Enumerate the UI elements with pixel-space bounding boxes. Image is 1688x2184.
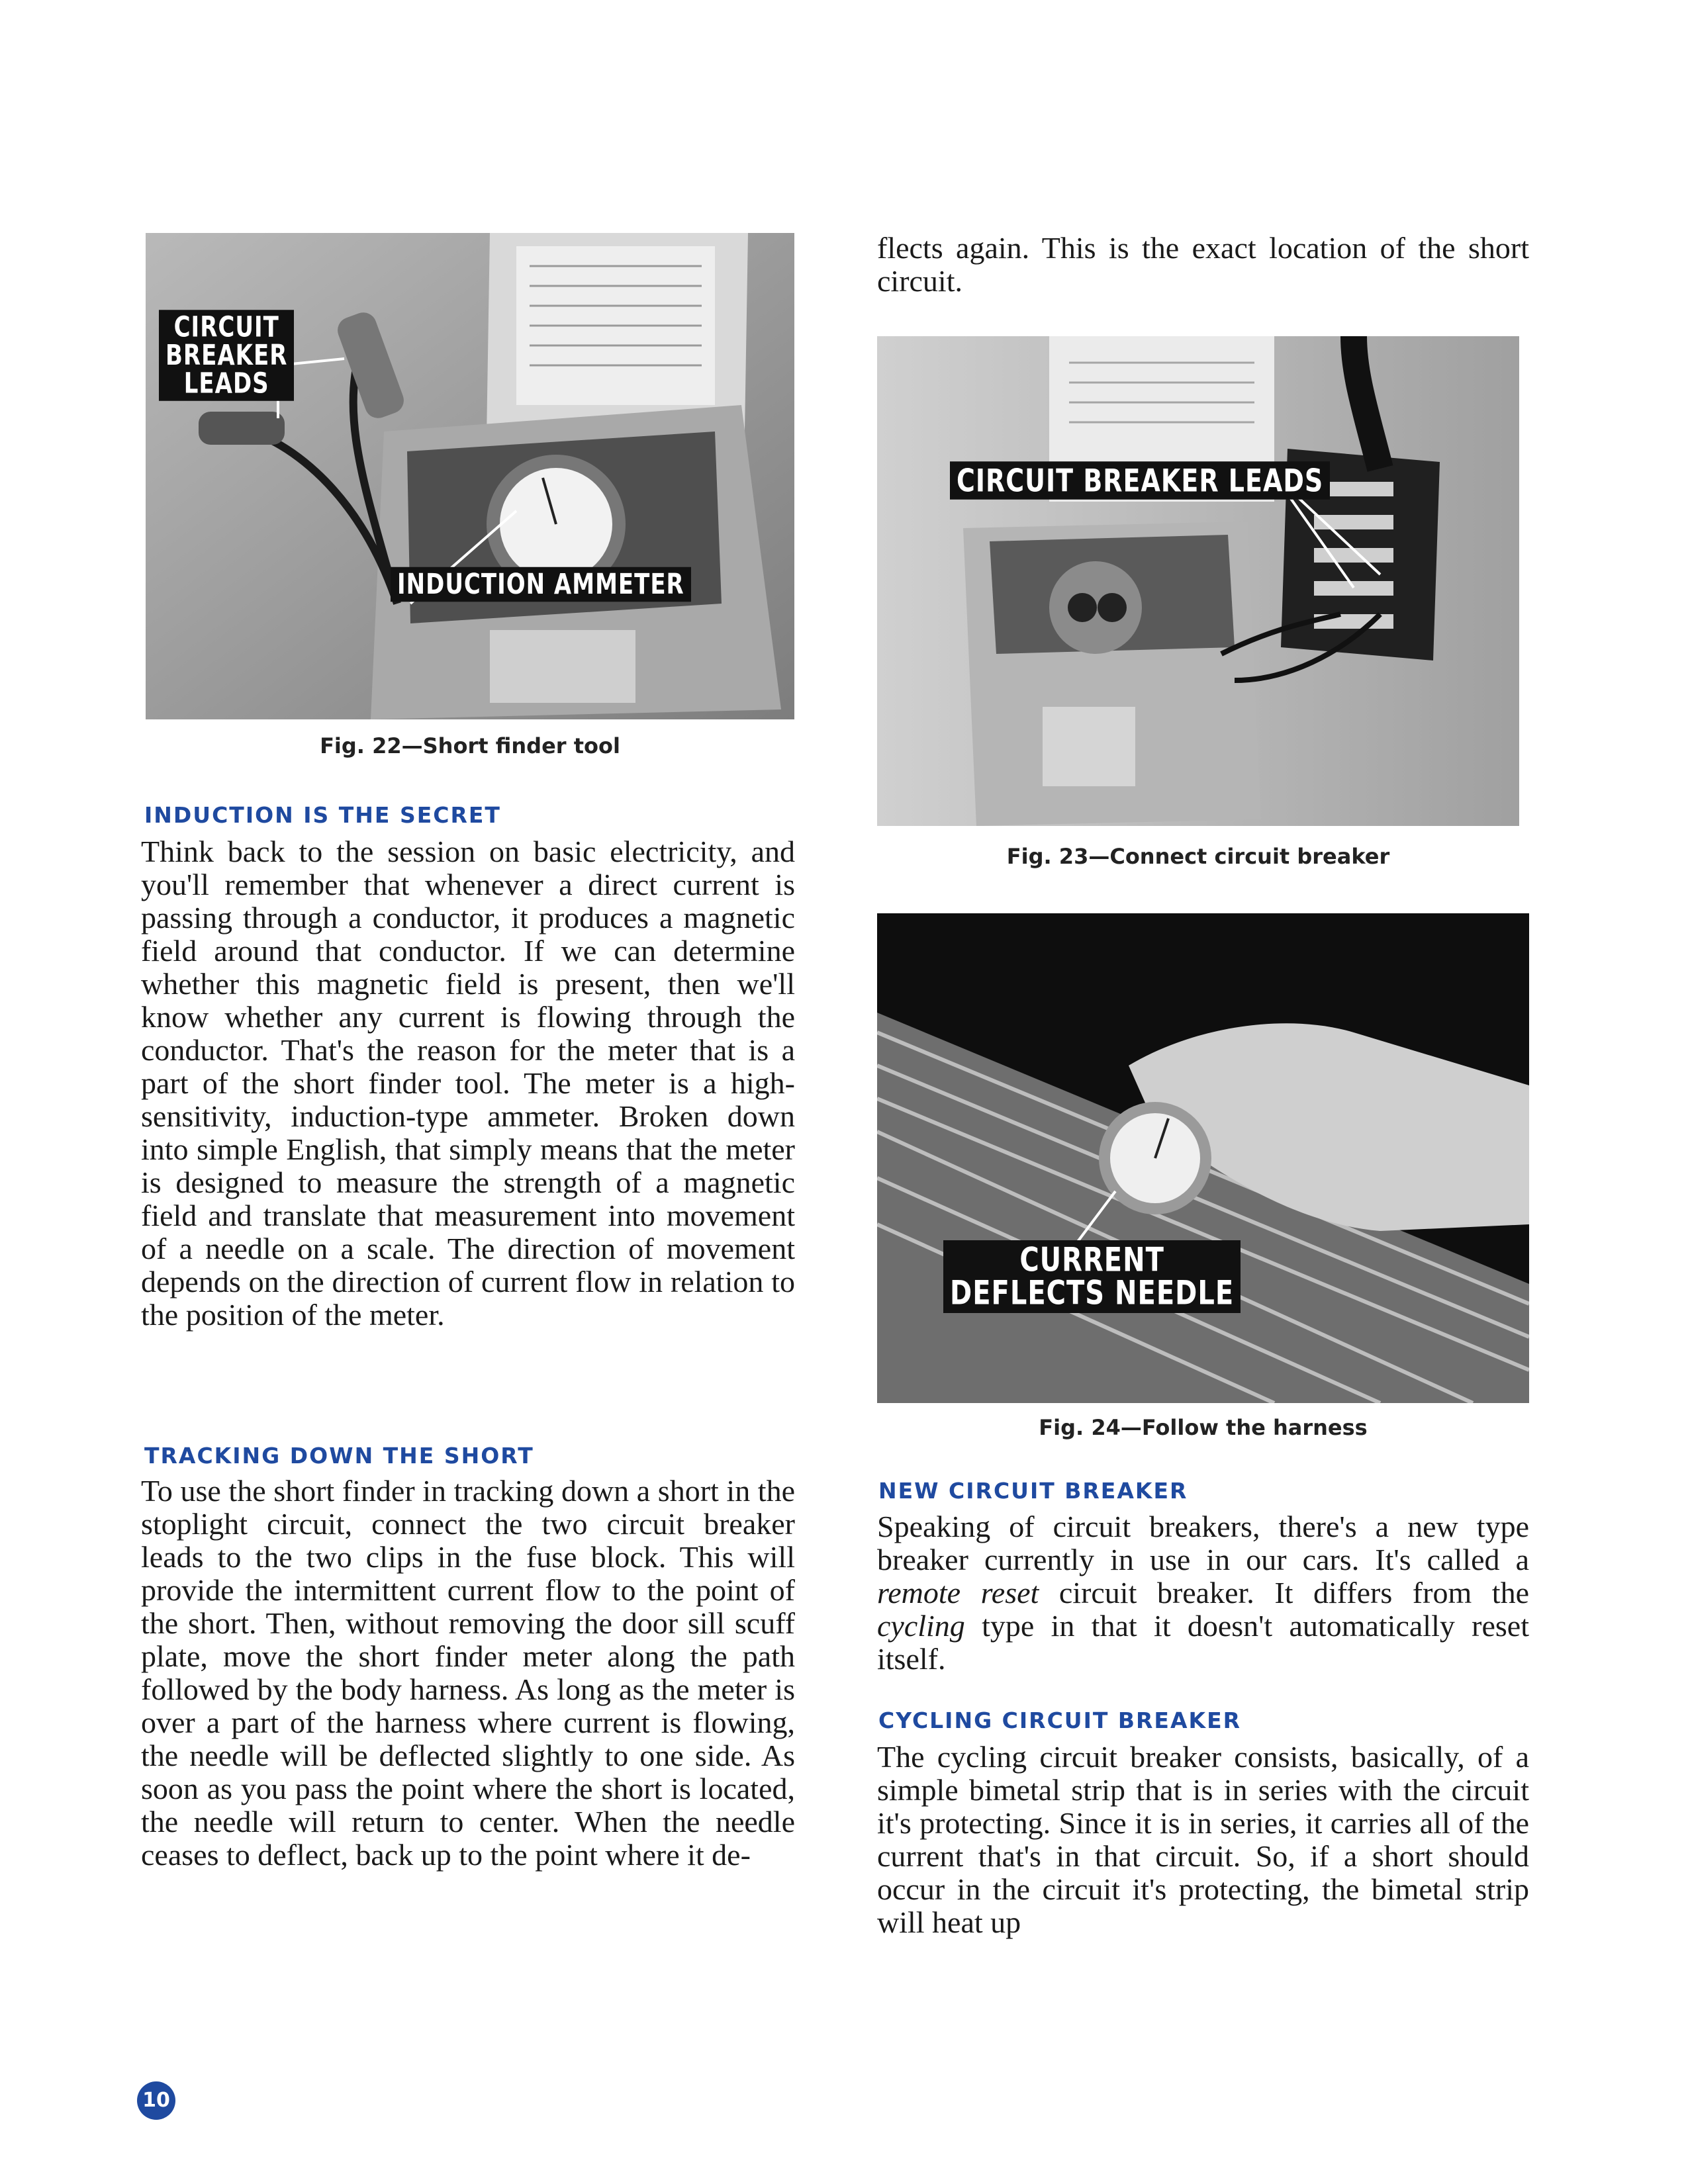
fig22-callout-ammeter: INDUCTION AMMETER (391, 567, 691, 602)
fig22-caption: Fig. 22—Short finder tool (320, 733, 620, 758)
fig23-caption: Fig. 23—Connect circuit breaker (1006, 844, 1390, 869)
fig24-illustration (877, 913, 1529, 1403)
fig22-illustration (146, 233, 794, 719)
fig24-caption: Fig. 24—Follow the harness (1039, 1415, 1368, 1440)
remote-reset-term: remote reset (877, 1576, 1039, 1610)
fig23-callout-leads: CIRCUIT BREAKER LEADS (950, 461, 1330, 500)
continuation-text: flects again. This is the exact location of the short circuit. (877, 231, 1529, 298)
new-breaker-text-3: type in that it doesn't automatically reset itself. (877, 1609, 1529, 1676)
section-body-induction: Think back to the session on basic electricity, and you'll remember that whenever a direct current is passing through a conductor, it produces a magnetic field around that conductor. If we can determine whether this magnetic field is present, then we'll know whether any current is flowing through the conductor. That's the reason for the meter that is a part of the short finder tool. The meter is a high-sensitivity, induction-type ammeter. Broken down into simple English, that simply means that the meter is designed to measure the strength of a magnetic field and translate that measurement into movement of a needle on a scale. The direction of movement depends on the direction of current flow in relation to the position of the meter. (141, 835, 795, 1332)
fig24-photo (877, 913, 1529, 1403)
section-heading-new-breaker: NEW CIRCUIT BREAKER (878, 1478, 1188, 1504)
new-breaker-text-2: circuit breaker. It differs from the (1039, 1576, 1529, 1610)
new-breaker-text-1: Speaking of circuit breakers, there's a new type breaker currently in use in our cars. It's called a (877, 1510, 1529, 1576)
cycling-term: cycling (877, 1609, 965, 1643)
fig24-callout-needle: CURRENT DEFLECTS NEEDLE (943, 1240, 1241, 1313)
section-body-tracking: To use the short finder in tracking down a short in the stoplight circuit, connect the two circuit breaker leads to the two clips in the fuse block. This will provide the intermittent current flow to the point of the short. Then, without removing the door sill scuff plate, move the short finder meter along the path followed by the body harness. As long as the meter is over a part of the harness where current is flowing, the needle will be deflected slightly to one side. As soon as you pass the point where the short is located, the needle will return to center. When the needle ceases to deflect, back up to the point where it de- (141, 1474, 795, 1872)
fig23-photo (877, 336, 1519, 826)
fig22-photo (146, 233, 794, 719)
page-number-badge: 10 (137, 2081, 175, 2120)
section-heading-induction: INDUCTION IS THE SECRET (144, 802, 501, 828)
section-heading-tracking: TRACKING DOWN THE SHORT (144, 1443, 534, 1469)
fig23-illustration (877, 336, 1519, 826)
section-heading-cycling-breaker: CYCLING CIRCUIT BREAKER (878, 1707, 1242, 1733)
fig22-callout-leads: CIRCUIT BREAKER LEADS (159, 310, 294, 401)
section-body-new-breaker (877, 1510, 1529, 1676)
section-body-cycling-breaker: The cycling circuit breaker consists, basically, of a simple bimetal strip that is in series with the circuit it's protecting. Since it is in series, it carries all of the current that's in that circuit. So, if a short should occur in the circuit it's protecting, the bimetal strip will heat up (877, 1740, 1529, 1939)
